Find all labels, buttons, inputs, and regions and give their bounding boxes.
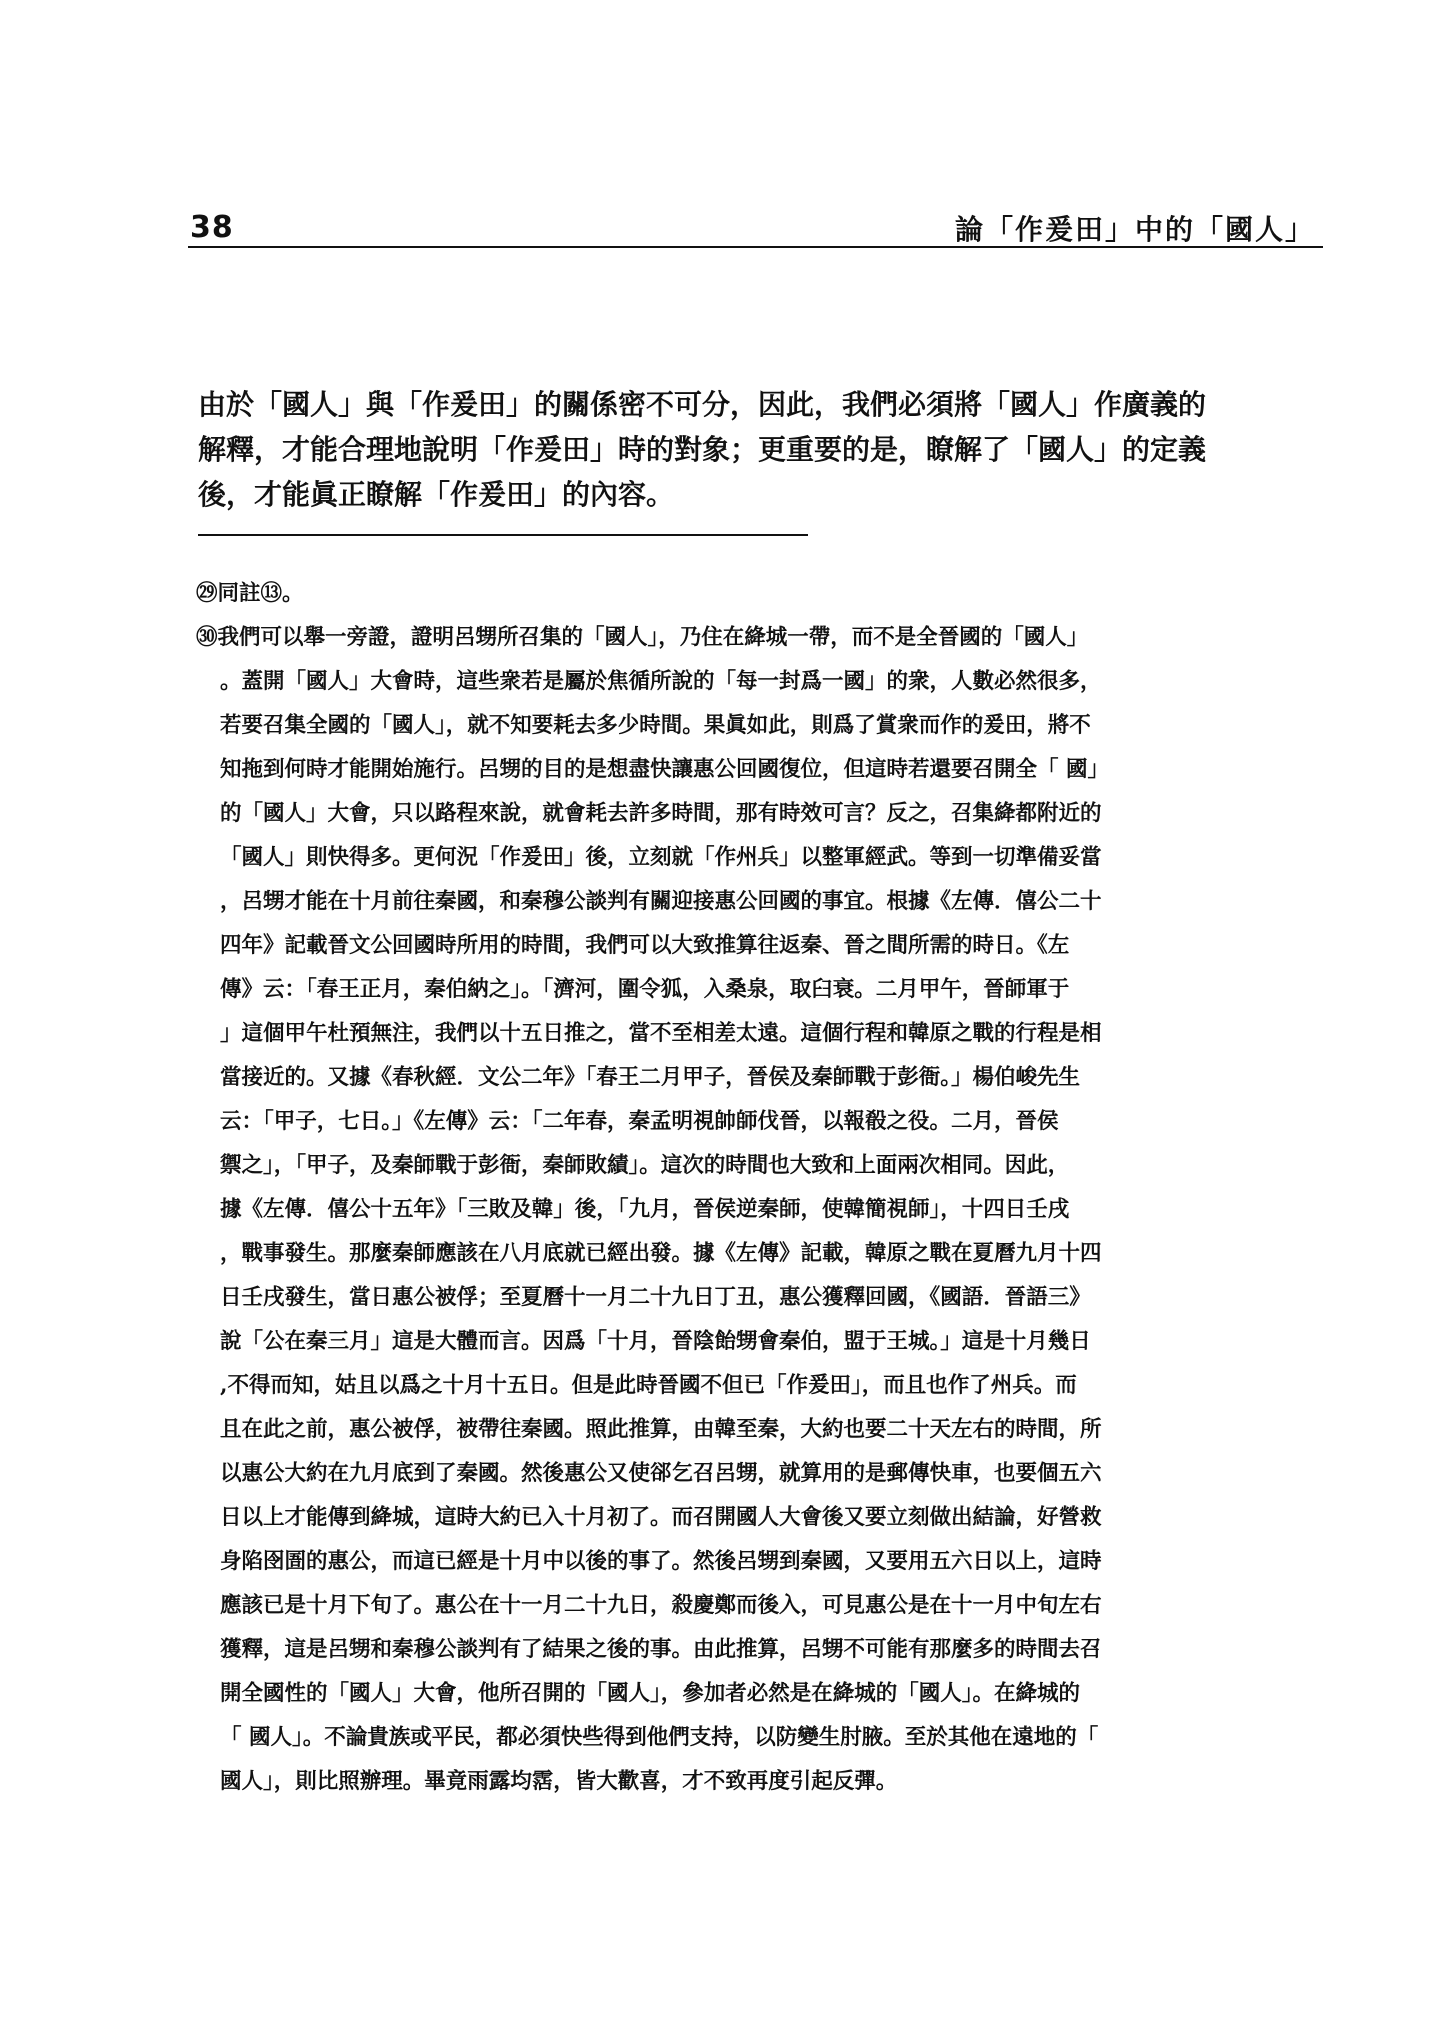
footnote-line: 日壬戌發生，當日惠公被俘；至夏曆十一月二十九日丁丑，惠公獲釋回國，《國語．晉語三》 [220, 1285, 1091, 1310]
footnote-number: ㉚ [196, 625, 218, 650]
footnote-text: 同註⑬。 [217, 581, 304, 606]
footnote-line: 說「公在秦三月」這是大體而言。因爲「十月，晉陰飴甥會秦伯，盟于王城。」這是十月幾日 [220, 1329, 1091, 1354]
footnote-line: 」這個甲午杜預無注，我們以十五日推之，當不至相差太遠。這個行程和韓原之戰的行程是相 [220, 1021, 1102, 1046]
footnote-line [196, 616, 1316, 660]
body-line: 後，才能眞正瞭解「作爰田」的內容。 [198, 478, 675, 511]
body-line: 解釋，才能合理地說明「作爰田」時的對象；更重要的是，瞭解了「國人」的定義 [198, 433, 1207, 466]
footnote-line: ,不得而知，姑且以爲之十月十五日。但是此時晉國不但已「作爰田」，而且也作了州兵。而 [220, 1373, 1077, 1398]
footnote-line: 開全國性的「國人」大會，他所召開的「國人」，參加者必然是在絳城的「國人」。在絳城的 [220, 1681, 1081, 1706]
running-title: 論「作爰田」中的「國人」 [954, 213, 1315, 246]
footnote-line: 禦之」，「甲子，及秦師戰于彭衙，秦師敗績」。這次的時間也大致和上面兩次相同。因此， [220, 1153, 1070, 1178]
footnotes [196, 572, 1316, 1804]
footnote-line: 。蓋開「國人」大會時，這些衆若是屬於焦循所說的「每一封爲一國」的衆，人數必然很多， [220, 669, 1102, 694]
body-paragraph [198, 382, 1288, 517]
footnote-30 [196, 616, 1316, 1804]
footnote-line: 且在此之前，惠公被俘，被帶往秦國。照此推算，由韓至秦，大約也要二十天左右的時間，所 [220, 1417, 1102, 1442]
footnote-line: 日以上才能傳到絳城，這時大約已入十月初了。而召開國人大會後又要立刻做出結論，好營救 [220, 1505, 1102, 1530]
footnote-line: 知拖到何時才能開始施行。呂甥的目的是想盡快讓惠公回國復位，但這時若還要召開全「 國」 [220, 757, 1109, 782]
body-line: 由於「國人」與「作爰田」的關係密不可分，因此，我們必須將「國人」作廣義的 [198, 388, 1207, 421]
footnote-line: 據《左傳．僖公十五年》「三敗及韓」後，「九月，晉侯逆秦師，使韓簡視師」，十四日壬戌 [220, 1197, 1070, 1222]
footnote-separator [198, 534, 808, 536]
header-rule [188, 246, 1323, 248]
footnote-line: ，呂甥才能在十月前往秦國，和秦穆公談判有關迎接惠公回國的事宜。根據《左傳．僖公二十 [220, 889, 1102, 914]
footnote-text: 我們可以舉一旁證，證明呂甥所召集的「國人」，乃住在絳城一帶，而不是全晉國的「國人」 [217, 625, 1089, 650]
footnote-line: 以惠公大約在九月底到了秦國。然後惠公又使郤乞召呂甥，就算用的是郵傳快車，也要個五六 [220, 1461, 1102, 1486]
footnote-line: 「國人」則快得多。更何況「作爰田」後，立刻就「作州兵」以整軍經武。等到一切準備妥當 [220, 845, 1102, 870]
footnote-line: 國人」，則比照辦理。畢竟雨露均霑，皆大歡喜，才不致再度引起反彈。 [220, 1769, 898, 1794]
footnote-29 [196, 572, 1316, 616]
footnote-line: 身陷囹圄的惠公，而這已經是十月中以後的事了。然後呂甥到秦國，又要用五六日以上，這時 [220, 1549, 1102, 1574]
footnote-line: 的「國人」大會，只以路程來說，就會耗去許多時間，那有時效可言？反之，召集絳都附近的 [220, 801, 1102, 826]
footnote-number: ㉙ [196, 581, 218, 606]
footnote-line: 云：「甲子，七日。」《左傳》云：「二年春，秦孟明視帥師伐晉，以報殽之役。二月，晉侯 [220, 1109, 1059, 1134]
footnote-line: 「 國人」。不論貴族或平民，都必須快些得到他們支持，以防變生肘腋。至於其他在遠地的「 [220, 1725, 1099, 1750]
footnote-line: 當接近的。又據《春秋經．文公二年》「春王二月甲子，晉侯及秦師戰于彭衙。」楊伯峻先生 [220, 1065, 1081, 1090]
footnote-line: 傳》云：「春王正月，秦伯納之」。「濟河，圍令狐，入桑泉，取臼衰。二月甲午，晉師軍于 [220, 977, 1070, 1002]
page-number: 38 [190, 210, 234, 245]
footnote-line: 獲釋，這是呂甥和秦穆公談判有了結果之後的事。由此推算，呂甥不可能有那麼多的時間去召 [220, 1637, 1102, 1662]
footnote-line: 四年》記載晉文公回國時所用的時間，我們可以大致推算往返秦、晉之間所需的時日。《左 [220, 933, 1070, 958]
footnote-line: ，戰事發生。那麼秦師應該在八月底就已經出發。據《左傳》記載，韓原之戰在夏曆九月十四 [220, 1241, 1102, 1266]
footnote-line: 若要召集全國的「國人」，就不知要耗去多少時間。果眞如此，則爲了賞衆而作的爰田，將不 [220, 713, 1091, 738]
footnote-line: 應該已是十月下旬了。惠公在十一月二十九日，殺慶鄭而後入，可見惠公是在十一月中旬左右 [220, 1593, 1102, 1618]
